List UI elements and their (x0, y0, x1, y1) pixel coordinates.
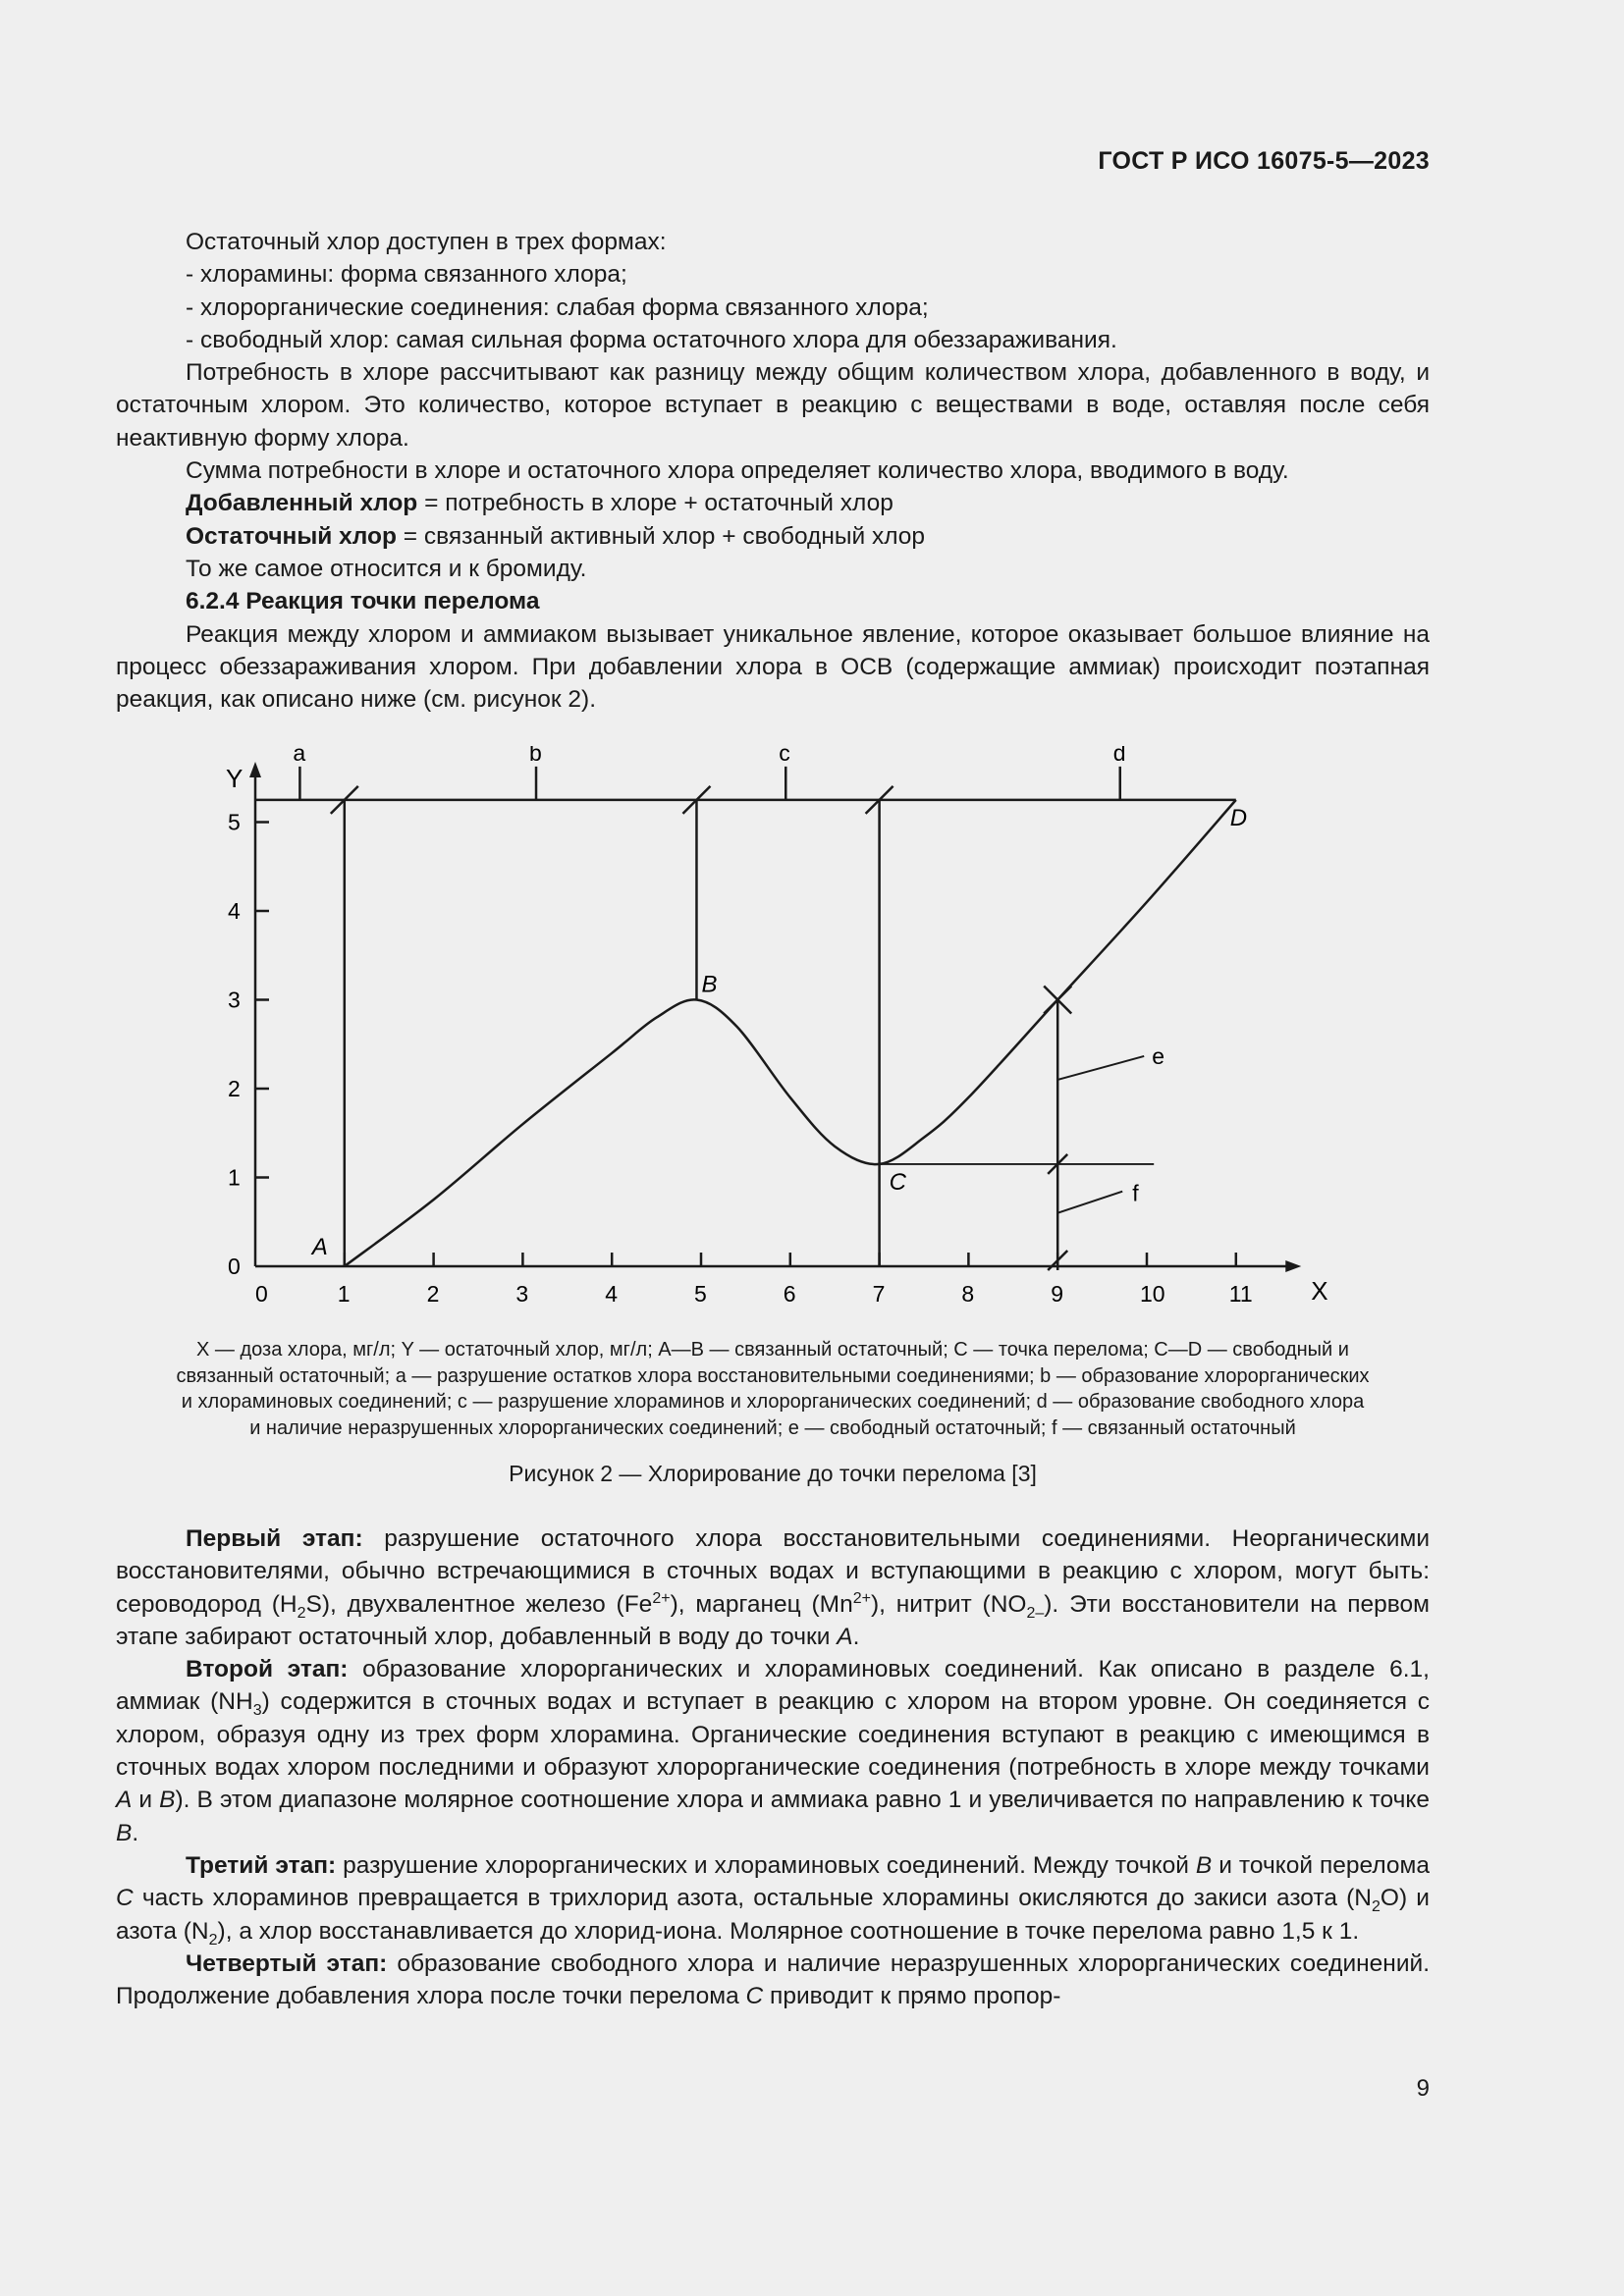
point-ref: B (1195, 1851, 1213, 1879)
form-item: - хлорорганические соединения: слабая форма связанного хлора; (186, 294, 929, 321)
legend-line: и наличие неразрушенных хлорорганических соединений; e — свободный остаточный; f — связанный остаточный (249, 1416, 1296, 1439)
zone-label: d (1112, 746, 1126, 766)
leader-f (1057, 1192, 1122, 1213)
y-tick-label: 2 (228, 1076, 241, 1101)
y-tick-label: 0 (228, 1254, 241, 1279)
x-tick-label: 3 (515, 1281, 529, 1307)
y-tick-label: 1 (228, 1164, 241, 1191)
stage-4 (116, 1948, 1430, 2013)
paragraph-sum: Сумма потребности в хлоре и остаточного хлора определяет количество хлора, вводимого в воду. (186, 457, 1289, 485)
legend-line: связанный остаточный; a — разрушение остатков хлора восстановительными соединениями; b — образование хлорорганических (176, 1364, 1370, 1387)
stage-4-text: образование свободного хлора и наличие неразрушенных хлорорганических соединений. Продолжение добавления хлора после точки перелома (116, 1949, 1430, 2010)
x-tick-label: 11 (1228, 1281, 1253, 1307)
point-label-c: C (889, 1168, 906, 1196)
annotation-f-label: f (1132, 1180, 1139, 1206)
stage-3-text: и точкой перелома (1212, 1851, 1430, 1879)
point-ref: C (116, 1885, 134, 1912)
intro-section (116, 226, 1430, 716)
page-number: 9 (1416, 2075, 1430, 2102)
forms-title: Остаточный хлор доступен в трех формах: (186, 229, 667, 255)
legend-line: и хлораминовых соединений; c — разрушение хлораминов и хлорорганических соединений; d — образование свободного хлора (181, 1391, 1365, 1414)
x-tick-label: 10 (1140, 1281, 1165, 1307)
superscript: 2+ (852, 1589, 871, 1607)
x-tick-label: 9 (1051, 1281, 1063, 1307)
paragraph-bromide: То же самое относится и к бромиду. (186, 555, 587, 582)
formula-added-text: = потребность в хлоре + остаточный хлор (417, 490, 893, 517)
form-item: - хлорамины: форма связанного хлора; (186, 261, 627, 289)
x-tick-label: 6 (783, 1281, 796, 1307)
formula-residual-label: Остаточный хлор (186, 522, 397, 550)
x-axis-arrow (1285, 1260, 1301, 1272)
stage-2-text: . (132, 1819, 139, 1846)
figure-legend (116, 1337, 1430, 1441)
stage-1-text: . (852, 1623, 860, 1650)
stage-3 (116, 1849, 1430, 1948)
stage-2 (116, 1653, 1430, 1849)
document-id: ГОСТ Р ИСО 16075-5—2023 (1098, 147, 1430, 175)
stage-3-text: ), а хлор восстанавливается до хлорид-иона. Молярное соотношение в точке перелома равно 1,5 к 1. (217, 1917, 1360, 1945)
stage-1 (116, 1522, 1430, 1653)
formula-residual (116, 520, 1430, 553)
formula-residual-text: = связанный активный хлор + свободный хлор (396, 522, 926, 550)
zone-label: b (529, 746, 542, 766)
stage-2-text: ) содержится в сточных водах и вступает в реакцию с хлором на втором уровне. Он соединяется с хлором, образуя одну из трех форм хлорамина. Органические соединения вступают в реакцию с имеющимся в сточных водах хлором последними и образуют хлорорганические соединения (потребность в хлоре между точками (116, 1688, 1430, 1782)
stage-1-text: разрушение остаточного хлора восстановительными соединениями. Неорганическими восстановителями, обычно встречающимися в сточных водах и вступающими в реакцию с хлором, могут быть: сероводород (H (116, 1525, 1431, 1618)
y-axis-label: Y (226, 764, 244, 793)
breakpoint-chart-svg (196, 746, 1335, 1315)
point-label-b: B (701, 971, 718, 998)
subscript: 2 (297, 1604, 306, 1622)
stage-3-text: разрушение хлорорганических и хлораминовых соединений. Между точкой (336, 1851, 1196, 1879)
paragraph-demand: Потребность в хлоре рассчитывают как разницу между общим количеством хлора, добавленного в воду, и остаточным хлором. Это количество, которое вступает в реакцию с веществами в воде, оставляя после себя неактивную форму хлора. (116, 359, 1430, 452)
point-label-a: A (311, 1234, 328, 1260)
legend-line: X — доза хлора, мг/л; Y — остаточный хлор, мг/л; A—B — связанный остаточный; C — точка перелома; C—D — свободный и (196, 1339, 1349, 1361)
chlorine-residual-curve (345, 800, 1236, 1266)
point-label-d: D (1229, 804, 1248, 831)
breakpoint-chart (196, 746, 1335, 1315)
subscript: 2– (1026, 1604, 1045, 1622)
stage-2-text: и (132, 1787, 160, 1814)
stage-1-text: S), двухвалентное железо (Fe (305, 1590, 653, 1618)
formula-added-label: Добавленный хлор (186, 490, 418, 517)
zone-label: c (779, 746, 790, 766)
x-tick-label: 0 (255, 1281, 268, 1307)
figure-caption: Рисунок 2 — Хлорирование до точки перелома [3] (509, 1461, 1037, 1486)
subscript: 3 (252, 1702, 262, 1720)
subscript: 2 (1372, 1898, 1380, 1916)
x-tick-label: 4 (605, 1281, 618, 1307)
x-axis-label: X (1311, 1276, 1328, 1306)
stage-3-text: O) и азота (N (116, 1885, 1430, 1945)
stage-2-label: Второй этап: (186, 1656, 349, 1683)
stage-1-text: ), нитрит (NO (870, 1590, 1027, 1618)
paragraph-reaction: Реакция между хлором и аммиаком вызывает уникальное явление, которое оказывает большое влияние на процесс обеззараживания хлором. При добавлении хлора в ОСВ (содержащие аммиак) происходит поэтапная реакция, как описано ниже (см. рисунок 2). (116, 620, 1430, 714)
point-ref: B (116, 1819, 133, 1846)
annotation-e-label: e (1152, 1042, 1164, 1069)
zone-label: a (293, 746, 306, 766)
form-item: - свободный хлор: самая сильная форма остаточного хлора для обеззараживания. (186, 326, 1117, 353)
point-ref: A (116, 1787, 133, 1814)
y-axis-arrow (249, 762, 261, 777)
x-tick-label: 8 (961, 1281, 975, 1307)
stage-1-text: ). Эти восстановители на первом этапе забирают остаточный хлор, добавленный в воду до точки (116, 1590, 1430, 1650)
stage-3-text: часть хлораминов превращается в трихлорид азота, остальные хлорамины окисляются до закиси азота (N (133, 1885, 1372, 1912)
point-ref: C (745, 1983, 764, 2010)
x-tick-label: 2 (426, 1281, 440, 1307)
stage-1-text: ), марганец (Mn (670, 1590, 853, 1618)
stage-1-label: Первый этап: (186, 1525, 363, 1552)
y-tick-label: 4 (228, 898, 241, 924)
superscript: 2+ (652, 1589, 671, 1607)
x-tick-label: 7 (872, 1281, 886, 1307)
leader-e (1057, 1056, 1144, 1080)
x-tick-label: 1 (337, 1281, 351, 1307)
formula-added (116, 487, 1430, 519)
stage-4-text: приводит к прямо пропор- (763, 1983, 1061, 2010)
point-ref: A (837, 1623, 853, 1650)
stage-2-text: ). В этом диапазоне молярное соотношение хлора и аммиака равно 1 и увеличивается по направлению к точке (175, 1787, 1430, 1814)
section-heading: 6.2.4 Реакция точки перелома (186, 588, 540, 615)
stages-section (116, 1522, 1430, 2012)
stage-2-text: образование хлорорганических и хлораминовых соединений. Как описано в разделе 6.1, аммиак (NH (116, 1656, 1430, 1716)
x-tick-label: 5 (694, 1281, 707, 1307)
stage-3-label: Третий этап: (186, 1851, 337, 1879)
subscript: 2 (208, 1931, 218, 1949)
y-tick-label: 5 (228, 809, 241, 835)
stage-4-label: Четвертый этап: (186, 1949, 388, 1977)
y-tick-label: 3 (228, 987, 241, 1013)
point-ref: B (159, 1787, 176, 1814)
